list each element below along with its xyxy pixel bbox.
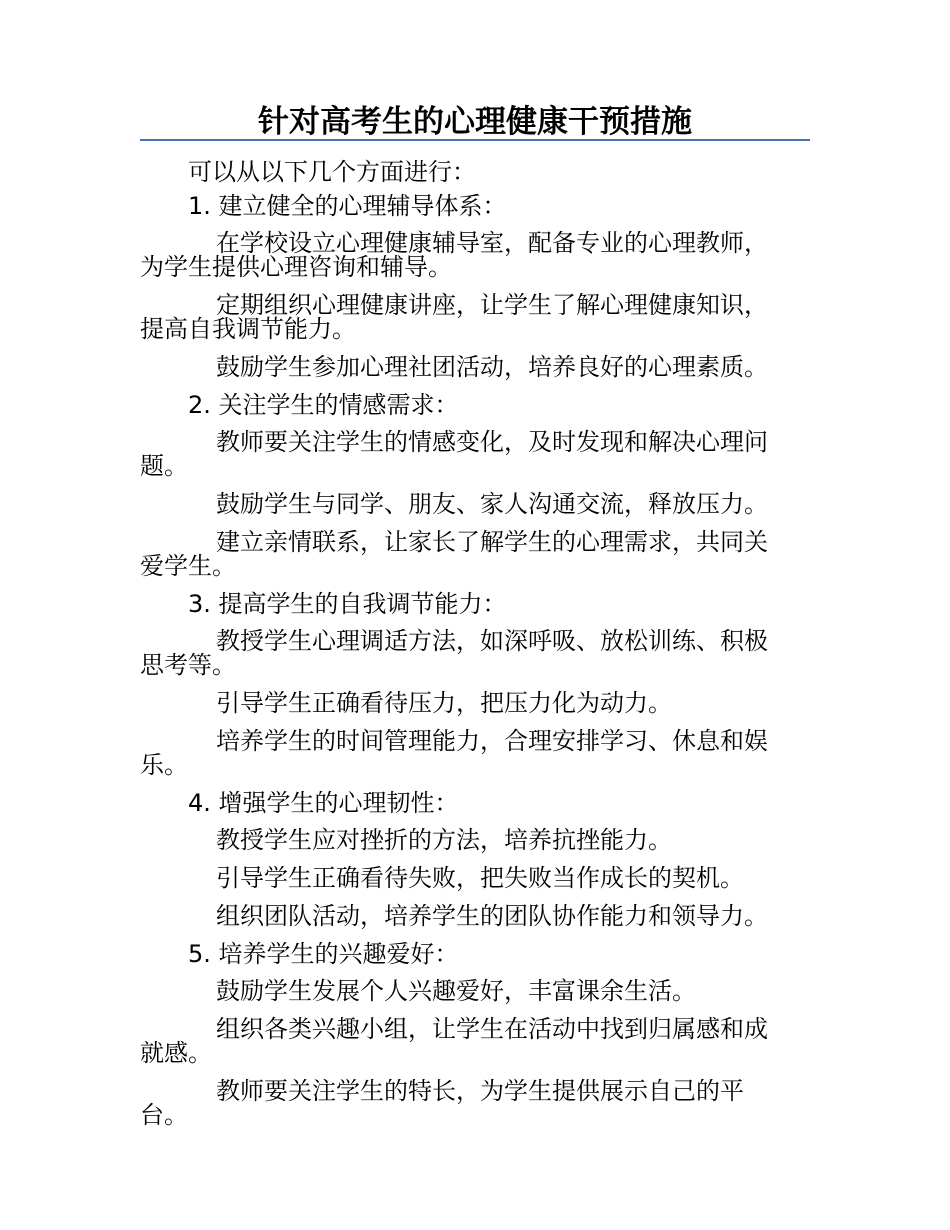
section-2-item-1: 教师要关注学生的情感变化，及时发现和解决心理问 题。 xyxy=(140,428,768,480)
section-1-item-2: 定期组织心理健康讲座，让学生了解心理健康知识， 提高自我调节能力。 xyxy=(140,291,768,343)
document-title: 针对高考生的心理健康干预措施 xyxy=(258,104,692,140)
section-5-item-2: 组织各类兴趣小组，让学生在活动中找到归属感和成 就感。 xyxy=(140,1015,768,1067)
section-4-item-1: 教授学生应对挫折的方法，培养抗挫能力。 xyxy=(216,826,672,854)
section-1-item-1: 在学校设立心理健康辅导室，配备专业的心理教师， 为学生提供心理咨询和辅导。 xyxy=(140,229,768,281)
section-4-item-2: 引导学生正确看待失败，把失败当作成长的契机。 xyxy=(216,864,744,892)
section-heading-5: 5. 培养学生的兴趣爱好： xyxy=(188,940,459,968)
section-2-item-2: 鼓励学生与同学、朋友、家人沟通交流，释放压力。 xyxy=(216,490,768,518)
section-3-item-3: 培养学生的时间管理能力，合理安排学习、休息和娱 乐。 xyxy=(140,727,768,779)
section-heading-4: 4. 增强学生的心理韧性： xyxy=(188,789,459,817)
section-heading-3: 3. 提高学生的自我调节能力： xyxy=(188,590,507,618)
document-body xyxy=(140,156,800,1137)
section-3-item-1: 教授学生心理调适方法，如深呼吸、放松训练、积极 思考等。 xyxy=(140,627,768,679)
section-2-item-3: 建立亲情联系，让家长了解学生的心理需求，共同关 爱学生。 xyxy=(140,528,768,580)
section-heading-1: 1. 建立健全的心理辅导体系： xyxy=(188,192,507,220)
section-1-item-3: 鼓励学生参加心理社团活动，培养良好的心理素质。 xyxy=(216,353,768,381)
section-5-item-1: 鼓励学生发展个人兴趣爱好，丰富课余生活。 xyxy=(216,977,696,1005)
section-4-item-3: 组织团队活动，培养学生的团队协作能力和领导力。 xyxy=(216,902,768,930)
intro-paragraph: 可以从以下几个方面进行： xyxy=(188,158,476,186)
section-heading-2: 2. 关注学生的情感需求： xyxy=(188,391,459,419)
title-underline xyxy=(140,139,810,141)
section-3-item-2: 引导学生正确看待压力，把压力化为动力。 xyxy=(216,689,672,717)
section-5-item-3: 教师要关注学生的特长，为学生提供展示自己的平 台。 xyxy=(140,1077,744,1129)
